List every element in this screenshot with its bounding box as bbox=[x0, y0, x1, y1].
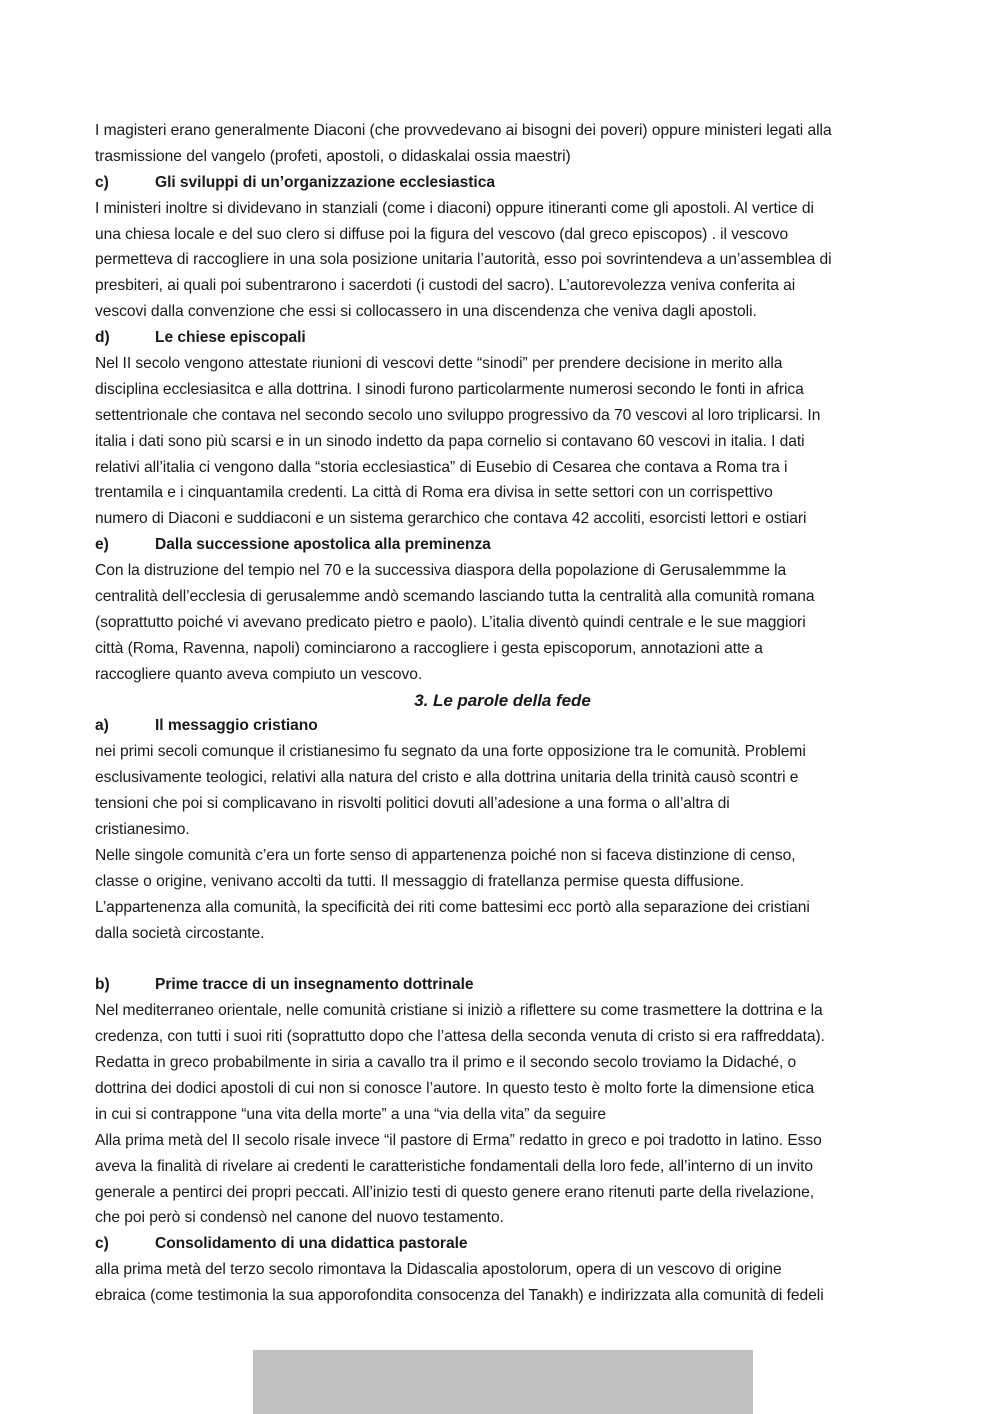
body-text-line: permetteva di raccogliere in una sola posizione unitaria l’autorità, esso poi sovrintendeva a un’assemblea di bbox=[95, 251, 832, 269]
body-text-line: credenza, con tutti i suoi riti (soprattutto dopo che l’attesa della seconda venuta di cristo si era raffreddata). bbox=[95, 1028, 825, 1046]
subsection-heading bbox=[95, 713, 910, 739]
body-text-line: generale a pentirci dei propri peccati. All’inizio testi di questo genere erano ritenuti parte della rivelazione, bbox=[95, 1183, 815, 1201]
body-text-line: Nel mediterraneo orientale, nelle comunità cristiane si iniziò a riflettere su come trasmettere la dottrina e la bbox=[95, 1002, 823, 1020]
body-text-line: disciplina ecclesiasitca e alla dottrina. I sinodi furono particolarmente numerosi secondo le fonti in africa bbox=[95, 380, 804, 398]
subsection-heading bbox=[95, 972, 910, 998]
body-text-line: Nel II secolo vengono attestate riunioni di vescovi dette “sinodi” per prendere decisione in merito alla bbox=[95, 355, 783, 373]
body-text-line: Con la distruzione del tempio nel 70 e la successiva diaspora della popolazione di Gerusalemmme la bbox=[95, 562, 787, 580]
document-page bbox=[95, 118, 910, 1309]
body-text-line: L’appartenenza alla comunità, la specificità dei riti come battesimi ecc portò alla separazione dei cristiani bbox=[95, 898, 810, 916]
body-text-line: trasmissione del vangelo (profeti, apostoli, o didaskalai ossia maestri) bbox=[95, 147, 571, 165]
subsection-title: Dalla successione apostolica alla preminenza bbox=[155, 536, 491, 554]
body-text-line: tensioni che poi si complicavano in risvolti politici dovuti all’adesione a una forma o all’altra di bbox=[95, 795, 730, 813]
body-text-line: che poi però si condensò nel canone del nuovo testamento. bbox=[95, 1209, 504, 1227]
subsection-number: c) bbox=[95, 173, 109, 191]
body-text-line: esclusivamente teologici, relativi alla natura del cristo e alla dottrina unitaria della trinità causò scontri e bbox=[95, 769, 799, 787]
body-text-line: dottrina dei dodici apostoli di cui non si conosce l’autore. In questo testo è molto forte la dimensione etica bbox=[95, 1079, 815, 1097]
subsection-number: a) bbox=[95, 717, 109, 735]
body-text-line: trentamila e i cinquantamila credenti. La città di Roma era divisa in sette settori con un corrispettivo bbox=[95, 484, 773, 502]
body-text-line: aveva la finalità di rivelare ai credenti le caratteristiche fondamentali della loro fede, all’interno di un invito bbox=[95, 1157, 814, 1175]
section-title: 3. Le parole della fede bbox=[414, 690, 591, 710]
subsection-heading bbox=[95, 532, 910, 558]
subsection-number: e) bbox=[95, 536, 109, 554]
blank-line bbox=[95, 947, 910, 973]
body-text-line: Alla prima metà del II secolo risale invece “il pastore di Erma” redatto in greco e poi tradotto in latino. Esso bbox=[95, 1131, 822, 1149]
subsection-number: b) bbox=[95, 976, 110, 994]
body-text-line: settentrionale che contava nel secondo secolo uno sviluppo progressivo da 70 vescovi al loro triplicarsi. In bbox=[95, 406, 821, 424]
body-text-line: italia i dati sono più scarsi e in un sinodo indetto da papa cornelio si contavano 60 vescovi in italia. I dati bbox=[95, 432, 805, 450]
body-text-line: classe o origine, venivano accolti da tutti. Il messaggio di fratellanza permise questa diffusione. bbox=[95, 872, 745, 890]
subsection-title: Le chiese episcopali bbox=[155, 329, 306, 347]
body-text-line: presbiteri, ai quali poi subentrarono i sacerdoti (i custodi del sacro). L’autorevolezza veniva conferita ai bbox=[95, 277, 796, 295]
subsection-title: Il messaggio cristiano bbox=[155, 717, 318, 735]
body-text-line: cristianesimo. bbox=[95, 821, 190, 839]
footer-gray-bar bbox=[253, 1350, 753, 1414]
body-text-line: (soprattutto poiché vi avevano predicato pietro e paolo). L’italia diventò quindi centrale e le sue maggiori bbox=[95, 613, 806, 631]
body-text-line: vescovi dalla convenzione che essi si collocassero in una discendenza che veniva dagli apostoli. bbox=[95, 303, 757, 321]
subsection-heading bbox=[95, 1231, 910, 1257]
body-text-line: relativi all’italia ci vengono dalla “storia ecclesiastica” di Eusebio di Cesarea che contava a Roma tra i bbox=[95, 458, 788, 476]
subsection-heading bbox=[95, 170, 910, 196]
body-text-line: in cui si contrappone “una vita della morte” a una “via della vita” da seguire bbox=[95, 1105, 606, 1123]
body-text-line: nei primi secoli comunque il cristianesimo fu segnato da una forte opposizione tra le comunità. Problemi bbox=[95, 743, 806, 761]
body-text-line: numero di Diaconi e suddiaconi e un sistema gerarchico che contava 42 accoliti, esorcisti lettori e ostiari bbox=[95, 510, 807, 528]
subsection-number: d) bbox=[95, 329, 110, 347]
body-text-line: dalla società circostante. bbox=[95, 924, 265, 942]
subsection-title: Gli sviluppi di un’organizzazione ecclesiastica bbox=[155, 173, 495, 191]
body-text-line: città (Roma, Ravenna, napoli) cominciarono a raccogliere i gesta episcoporum, annotazioni atte a bbox=[95, 639, 763, 657]
body-text-line: I magisteri erano generalmente Diaconi (che provvedevano ai bisogni dei poveri) oppure ministeri legati alla bbox=[95, 122, 832, 139]
body-text-line: una chiesa locale e del suo clero si diffuse poi la figura del vescovo (dal greco episcopos) . il vescovo bbox=[95, 225, 789, 243]
body-text-line: alla prima metà del terzo secolo rimontava la Didascalia apostolorum, opera di un vescovo di origine bbox=[95, 1261, 782, 1279]
body-text-line: centralità dell’ecclesia di gerusalemme andò scemando lasciando tutta la centralità alla comunità romana bbox=[95, 588, 815, 606]
subsection-heading bbox=[95, 325, 910, 351]
body-text-line: raccogliere quanto aveva compiuto un vescovo. bbox=[95, 665, 423, 683]
subsection-title: Prime tracce di un insegnamento dottrinale bbox=[155, 976, 474, 994]
subsection-title: Consolidamento di una didattica pastorale bbox=[155, 1235, 468, 1253]
body-text-line: Redatta in greco probabilmente in siria a cavallo tra il primo e il secondo secolo troviamo la Didaché, o bbox=[95, 1054, 797, 1072]
body-text-line: Nelle singole comunità c’era un forte senso di appartenenza poiché non si faceva distinzione di censo, bbox=[95, 846, 796, 864]
subsection-number: c) bbox=[95, 1235, 109, 1253]
body-text-line: ebraica (come testimonia la sua apporofondita consocenza del Tanakh) e indirizzata alla comunità di fedeli bbox=[95, 1287, 824, 1305]
body-text-line: I ministeri inoltre si dividevano in stanziali (come i diaconi) oppure itineranti come gli apostoli. Al vertice di bbox=[95, 199, 814, 217]
